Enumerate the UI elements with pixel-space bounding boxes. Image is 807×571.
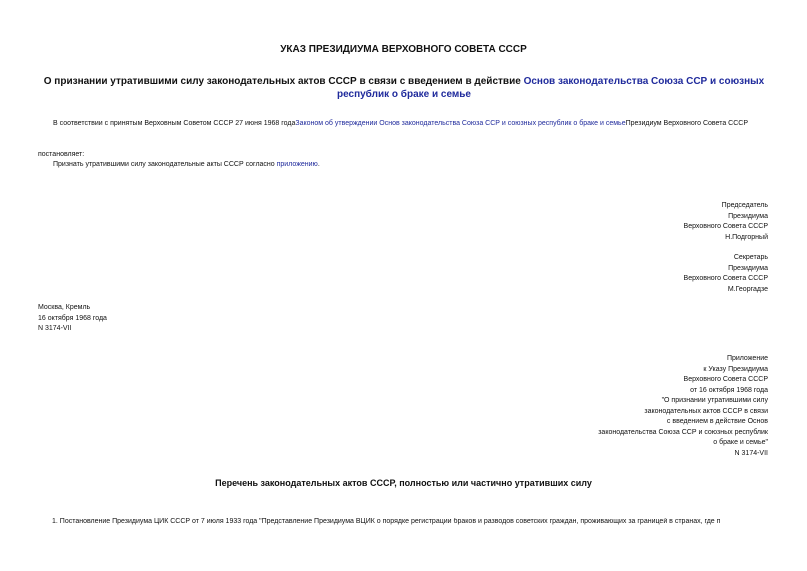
chairman-signature [684,201,768,243]
appendix-line: о браке и семье" [713,439,768,446]
appendix-line: законодательства Союза ССР и союзных республик [598,428,768,436]
resolves-paragraph [53,160,320,170]
appendix-header [598,354,768,459]
preamble-text-after: Президиум Верховного Совета СССР [625,120,749,127]
appendix-line: от 16 октября 1968 года [690,386,768,394]
secretary-signature [684,253,768,295]
subtitle-link[interactable]: Основ законодательства Союза ССР и союзных республик о браке и семье [336,76,765,100]
appendix-line: N 3174-VII [734,449,768,457]
appendix-line: с введением в действие Основ [666,418,768,425]
preamble-law-link[interactable]: Законом об утверждении Основ законодательства Союза ССР и союзных республик о браке и семье [295,120,626,127]
resolves-label: постановляет: [38,151,85,158]
appendix-link[interactable]: приложению [276,161,318,168]
signature-line: Секретарь [733,254,768,261]
list-item: 1. Постановление Президиума ЦИК СССР от 7 июля 1933 года "Представление Президиума ВЦИК о порядке регистрации браков и разводов советских граждан, проживающих за границей в странах, где п [52,518,721,525]
signature-name: М.Георгадзе [727,285,768,293]
appendix-line: Верховного Совета СССР [683,376,768,383]
resolves-text-after: . [317,161,320,168]
signature-line: Верховного Совета СССР [683,223,768,230]
appendix-line: к Указу Президиума [703,365,768,373]
appendix-line: законодательных актов СССР в связи [644,407,768,415]
signature-line: Президиума [728,212,768,220]
decree-title: УКАЗ ПРЕЗИДИУМА ВЕРХОВНОГО СОВЕТА СССР [280,44,527,55]
appendix-line: Приложение [726,355,768,362]
preamble-paragraph [38,119,770,129]
signature-line: Верховного Совета СССР [683,275,768,282]
decree-number: N 3174-VII [38,325,72,332]
preamble-text: В соответствии с принятым Верховным Советом СССР 27 июня 1968 года [53,120,296,127]
decree-subtitle [36,75,772,101]
signature-name: Н.Подгорный [725,233,768,241]
place-date-block [38,303,107,335]
list-title: Перечень законодательных актов СССР, полностью или частично утративших силу [215,478,592,488]
subtitle-text: О признании утратившими силу законодательных актов СССР в связи с введением в действие [43,76,524,87]
signature-line: Президиума [728,264,768,272]
place: Москва, Кремль [38,304,91,311]
appendix-line: "О признании утратившими силу [661,397,768,404]
date: 16 октября 1968 года [38,314,107,322]
resolves-text: Признать утратившими силу законодательные акты СССР согласно [53,161,277,168]
signature-line: Председатель [721,202,768,209]
